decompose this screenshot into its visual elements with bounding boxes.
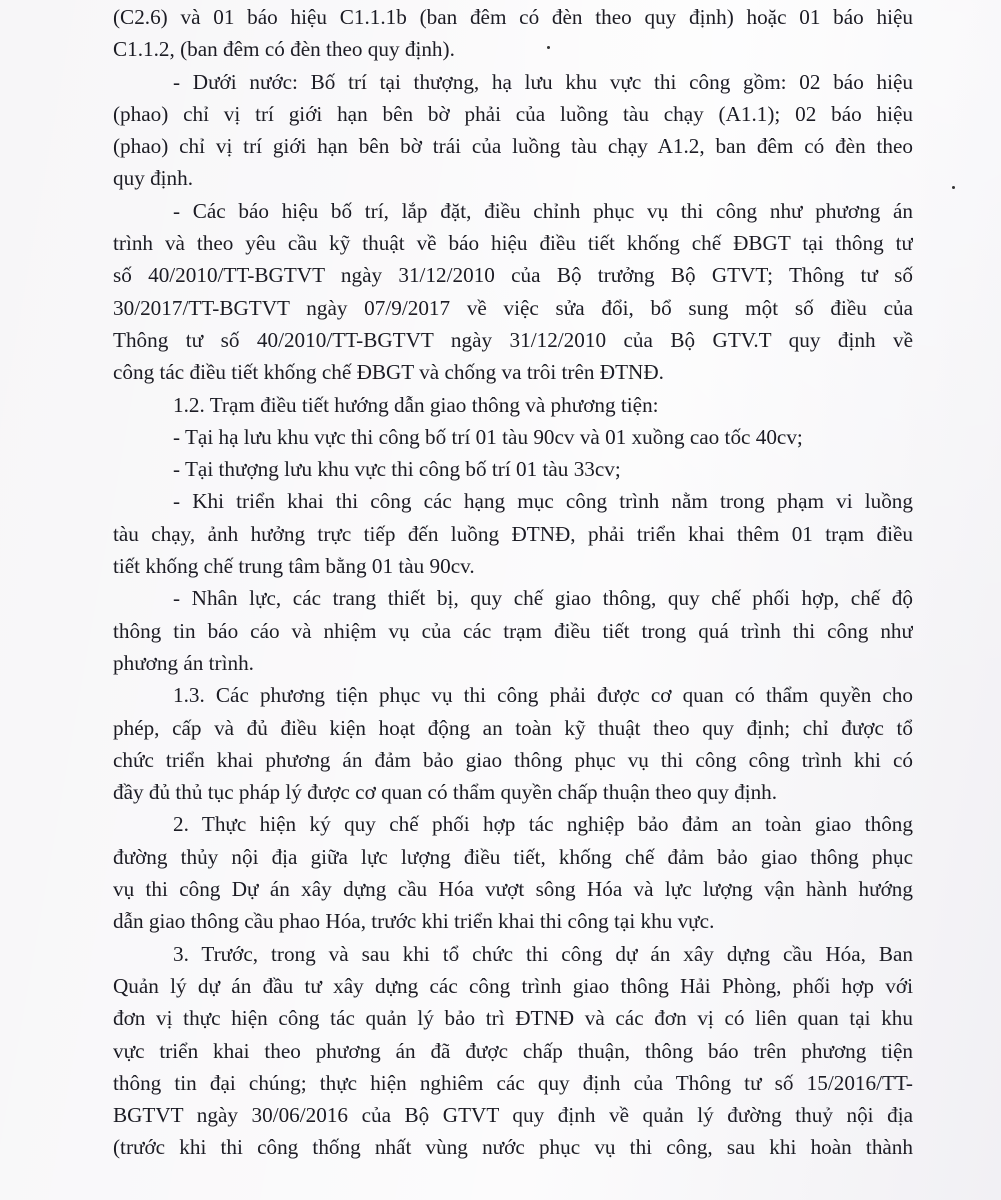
scan-speck bbox=[547, 46, 550, 49]
paragraph bbox=[113, 582, 913, 679]
text-line: C1.1.2, (ban đêm có đèn theo quy định). bbox=[113, 37, 455, 62]
text-line: thông tin báo cáo và nhiệm vụ của các trạm điều tiết trong quá trình thi công như bbox=[113, 618, 913, 643]
text-line: phép, cấp và đủ điều kiện hoạt động an toàn kỹ thuật theo quy định; chỉ được tổ bbox=[113, 715, 913, 740]
paragraph bbox=[113, 66, 913, 195]
text-line: - Khi triển khai thi công các hạng mục công trình nằm trong phạm vi luồng bbox=[173, 489, 913, 514]
paragraph bbox=[113, 453, 913, 485]
text-line: (phao) chỉ vị trí giới hạn bên bờ trái của luồng tàu chạy A1.2, ban đêm có đèn theo bbox=[113, 134, 913, 159]
text-line: tiết khống chế trung tâm bằng 01 tàu 90cv. bbox=[113, 554, 475, 579]
paragraph bbox=[113, 485, 913, 582]
text-line: 2. Thực hiện ký quy chế phối hợp tác nghiệp bảo đảm an toàn giao thông bbox=[173, 812, 913, 837]
text-line: đường thủy nội địa giữa lực lượng điều tiết, khống chế đảm bảo giao thông phục bbox=[113, 844, 913, 869]
text-line: quy định. bbox=[113, 166, 194, 191]
text-line: phương án trình. bbox=[113, 650, 254, 675]
text-line: chức triển khai phương án đảm bảo giao thông phục vụ thi công công trình khi có bbox=[113, 747, 913, 772]
section-heading bbox=[113, 389, 913, 421]
text-line: vụ thi công Dự án xây dựng cầu Hóa vượt sông Hóa và lực lượng vận hành hướng bbox=[113, 877, 913, 902]
text-line: - Các báo hiệu bố trí, lắp đặt, điều chỉnh phục vụ thi công như phương án bbox=[173, 198, 913, 223]
text-line: Thông tư số 40/2010/TT-BGTVT ngày 31/12/2010 của Bộ GTV.T quy định về bbox=[113, 327, 913, 352]
text-line: - Dưới nước: Bố trí tại thượng, hạ lưu khu vực thi công gồm: 02 báo hiệu bbox=[173, 69, 913, 94]
text-line: - Nhân lực, các trang thiết bị, quy chế giao thông, quy chế phối hợp, chế độ bbox=[173, 586, 913, 611]
text-line: trình và theo yêu cầu kỹ thuật về báo hiệu điều tiết khống chế ĐBGT tại thông tư bbox=[113, 231, 913, 256]
text-line: - Tại thượng lưu khu vực thi công bố trí 01 tàu 33cv; bbox=[173, 457, 621, 482]
text-line: 1.2. Trạm điều tiết hướng dẫn giao thông và phương tiện: bbox=[173, 392, 659, 417]
text-line: (phao) chỉ vị trí giới hạn bên bờ phải của luồng tàu chạy (A1.1); 02 báo hiệu bbox=[113, 101, 913, 126]
text-line: 3. Trước, trong và sau khi tổ chức thi công dự án xây dựng cầu Hóa, Ban bbox=[173, 941, 913, 966]
document-page bbox=[113, 0, 913, 1164]
text-line: tàu chạy, ảnh hưởng trực tiếp đến luồng ĐTNĐ, phải triển khai thêm 01 trạm điều bbox=[113, 521, 913, 546]
paragraph bbox=[113, 195, 913, 389]
text-line: dẫn giao thông cầu phao Hóa, trước khi triển khai thi công tại khu vực. bbox=[113, 909, 715, 934]
paragraph bbox=[113, 1, 913, 66]
scan-speck bbox=[952, 186, 955, 189]
text-line: thông tin đại chúng; thực hiện nghiêm các quy định của Thông tư số 15/2016/TT- bbox=[113, 1070, 913, 1095]
text-line: 1.3. Các phương tiện phục vụ thi công phải được cơ quan có thẩm quyền cho bbox=[173, 683, 913, 708]
text-line: (trước khi thi công thống nhất vùng nước phục vụ thi công, sau khi hoàn thành bbox=[113, 1135, 913, 1160]
text-line: công tác điều tiết khống chế ĐBGT và chống va trôi trên ĐTNĐ. bbox=[113, 360, 664, 385]
text-line: Quản lý dự án đầu tư xây dựng các công trình giao thông Hải Phòng, phối hợp với bbox=[113, 973, 913, 998]
text-line: - Tại hạ lưu khu vực thi công bố trí 01 tàu 90cv và 01 xuồng cao tốc 40cv; bbox=[173, 424, 803, 449]
text-line: đầy đủ thủ tục pháp lý được cơ quan có thẩm quyền chấp thuận theo quy định. bbox=[113, 780, 778, 805]
paragraph bbox=[113, 938, 913, 1164]
text-line: số 40/2010/TT-BGTVT ngày 31/12/2010 của Bộ trưởng Bộ GTVT; Thông tư số bbox=[113, 263, 913, 288]
paragraph bbox=[113, 421, 913, 453]
text-line: BGTVT ngày 30/06/2016 của Bộ GTVT quy định về quản lý đường thuỷ nội địa bbox=[113, 1103, 913, 1128]
text-line: 30/2017/TT-BGTVT ngày 07/9/2017 về việc sửa đổi, bổ sung một số điều của bbox=[113, 295, 913, 320]
paragraph bbox=[113, 808, 913, 937]
text-line: vực triển khai theo phương án đã được chấp thuận, thông báo trên phương tiện bbox=[113, 1038, 913, 1063]
paragraph bbox=[113, 679, 913, 808]
text-line: đơn vị thực hiện công tác quản lý bảo trì ĐTNĐ và các đơn vị có liên quan tại khu bbox=[113, 1006, 913, 1031]
text-line: (C2.6) và 01 báo hiệu C1.1.1b (ban đêm có đèn theo quy định) hoặc 01 báo hiệu bbox=[113, 5, 913, 29]
